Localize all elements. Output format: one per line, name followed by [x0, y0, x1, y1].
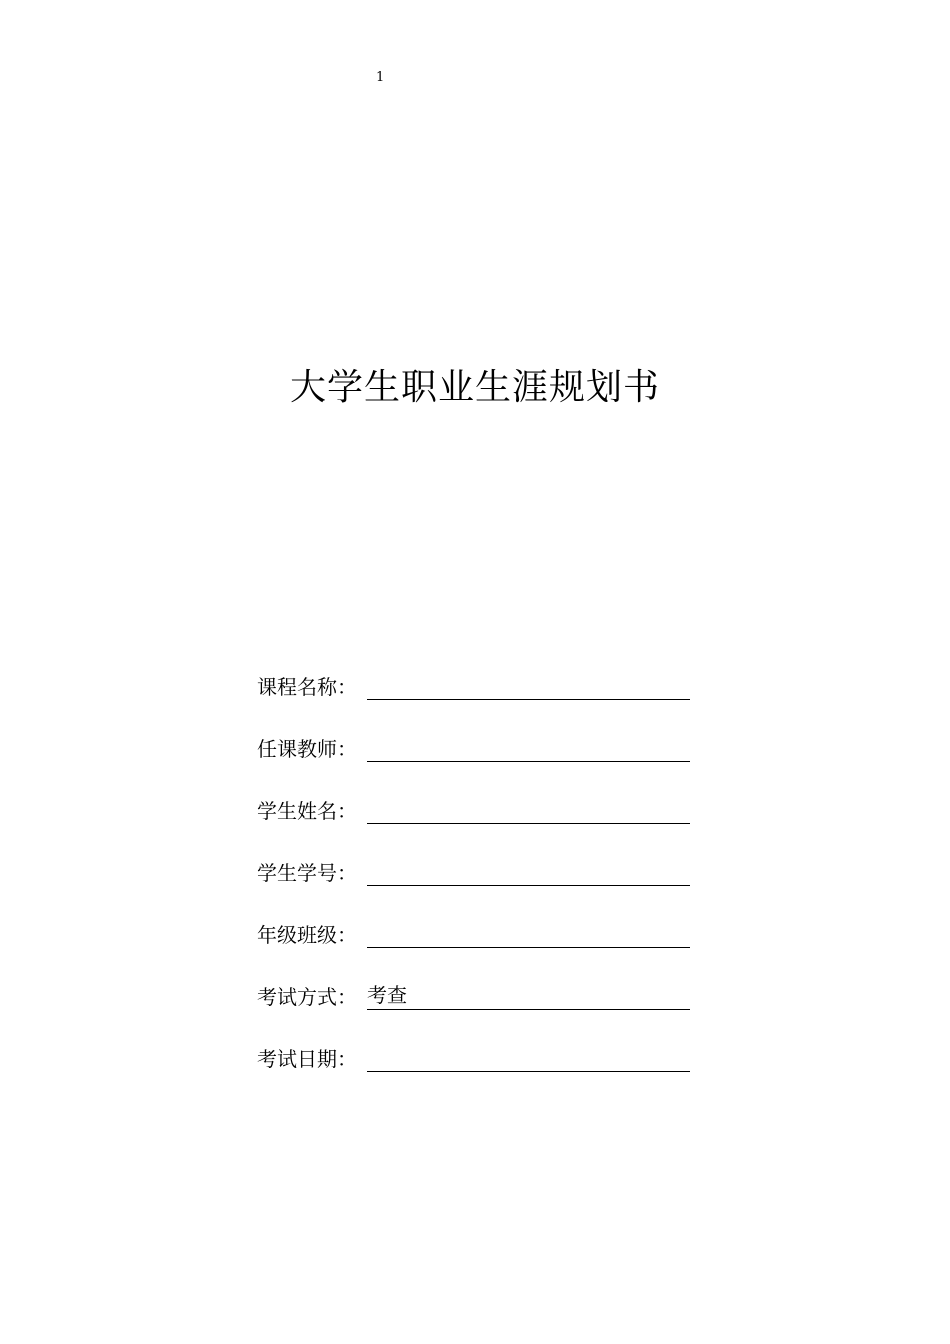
document-title: 大学生职业生涯规划书 [289, 367, 660, 408]
course-name-line [367, 671, 690, 700]
field-label: 考试日期： [257, 1047, 357, 1071]
cover-info-form [257, 640, 697, 1074]
field-student-name [257, 764, 697, 826]
grade-class-line [367, 919, 690, 948]
field-label: 任课教师： [257, 737, 357, 761]
field-label: 考试方式： [257, 985, 357, 1009]
field-student-id [257, 826, 697, 888]
field-teacher [257, 702, 697, 764]
field-label: 课程名称： [257, 675, 357, 699]
field-grade-class [257, 888, 697, 950]
field-exam-date [257, 1012, 697, 1074]
page-number: 1 [376, 70, 385, 85]
teacher-line [367, 733, 690, 762]
student-name-line [367, 795, 690, 824]
field-label: 学生姓名： [257, 799, 357, 823]
field-label: 年级班级： [257, 923, 357, 947]
student-id-line [367, 857, 690, 886]
field-label: 学生学号： [257, 861, 357, 885]
exam-date-line [367, 1043, 690, 1072]
exam-method-line: 考查 [367, 981, 690, 1010]
field-exam-method [257, 950, 697, 1012]
field-course-name [257, 640, 697, 702]
